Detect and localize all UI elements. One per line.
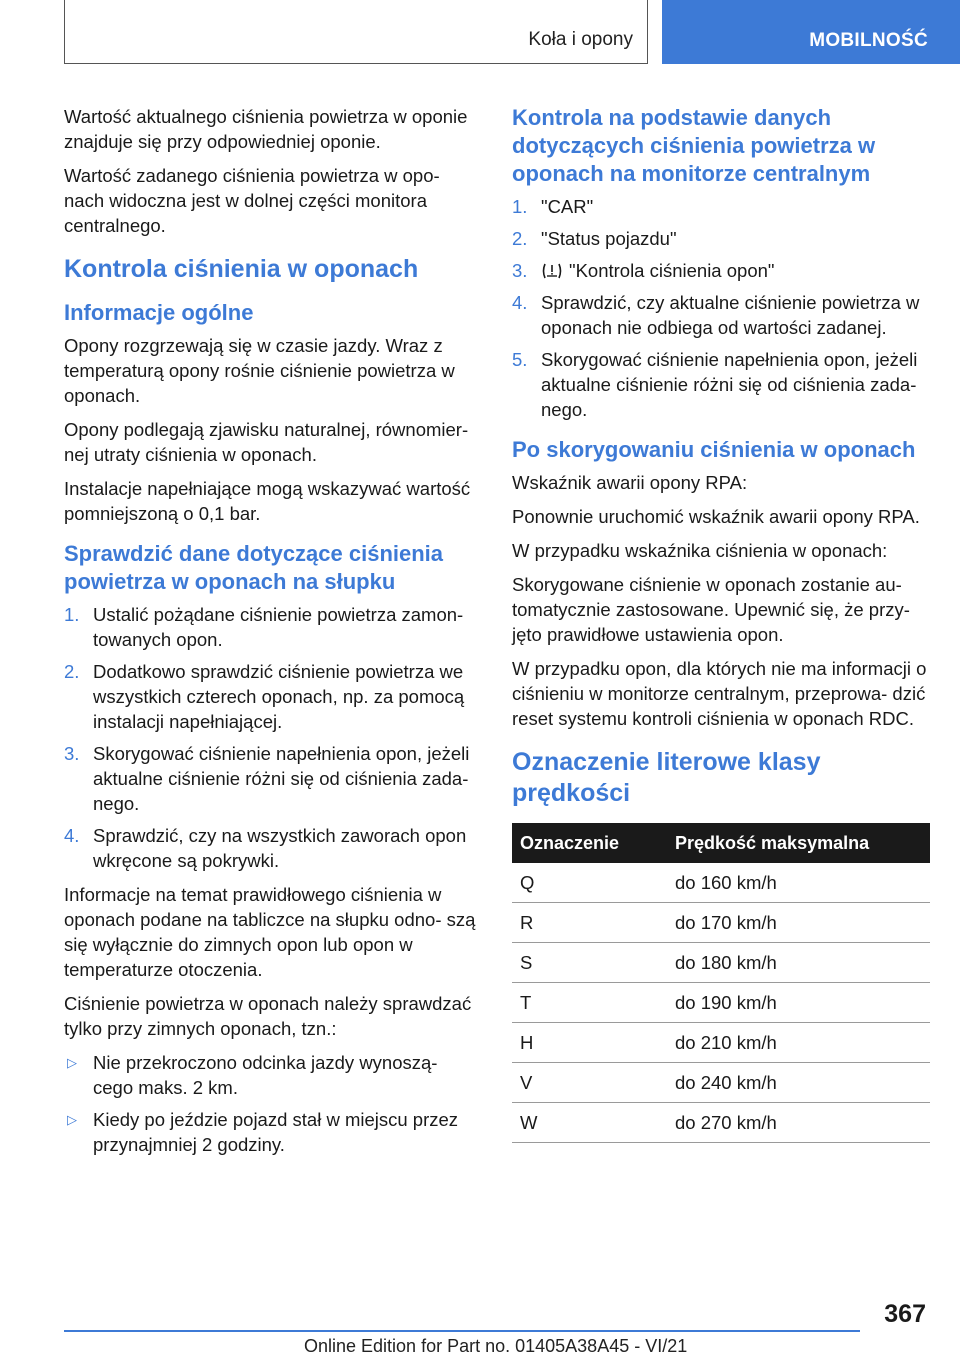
- right-column: [512, 104, 930, 1143]
- list-item: 3. Skorygować ciśnienie napełnienia opon, jeżeli aktualne ciśnienie różni się od ciśnienia zada‐ nego.: [64, 743, 470, 814]
- heading-general-info: Informacje ogólne: [64, 300, 254, 325]
- list-item: ▷ Kiedy po jeździe pojazd stał w miejscu przez przynajmniej 2 godziny.: [67, 1109, 459, 1155]
- cold-tire-conditions-list: [64, 1050, 482, 1157]
- heading-monitor-check: Kontrola na podstawie danych dotyczących ciśnienia powietrza w oponach na monitorze centralnym: [512, 105, 876, 186]
- list-item: 4. Sprawdzić, czy na wszystkich zaworach opon wkręcone są pokrywki.: [64, 825, 467, 871]
- list-item: ▷ Nie przekroczono odcinka jazdy wynoszą‐ cego maks. 2 km.: [67, 1052, 438, 1098]
- table-header-row: [512, 823, 930, 863]
- paragraph: W przypadku wskaźnika ciśnienia w oponach:: [512, 540, 888, 561]
- list-item: 5. Skorygować ciśnienie napełnienia opon, jeżeli aktualne ciśnienie różni się od ciśnienia zada‐ nego.: [512, 349, 918, 420]
- footer-edition-text: Online Edition for Part no. 01405A38A45 - VI/21: [304, 1336, 688, 1356]
- speed-rating-table: [512, 823, 930, 1143]
- table-row: Q do 160 km/h: [512, 863, 930, 903]
- column-header: Prędkość maksymalna: [665, 823, 930, 863]
- header-section-tab: [64, 0, 648, 64]
- heading-after-correction: Po skorygowaniu ciśnienia w oponach: [512, 437, 916, 462]
- paragraph: Opony rozgrzewają się w czasie jazdy. Wraz z temperaturą opony rośnie ciśnienie powietrza w oponach.: [64, 335, 455, 406]
- table-row: W do 270 km/h: [512, 1103, 930, 1143]
- list-item: 3. "Kontrola ciśnienia opon": [512, 260, 775, 281]
- list-item: 4. Sprawdzić, czy aktualne ciśnienie powietrza w oponach nie odbiega od wartości zadanej.: [512, 292, 920, 338]
- paragraph: Informacje na temat prawidłowego ciśnienia w oponach podane na tabliczce na słupku odno‐ szą się wyłącznie do zimnych opon lub opon w temperaturze otoczenia.: [64, 884, 476, 980]
- paragraph: Skorygowane ciśnienie w oponach zostanie au‐ tomatycznie zastosowane. Upewnić się, że przy‐ jęto prawidłowe ustawienia opon.: [512, 574, 910, 645]
- table-row: S do 180 km/h: [512, 943, 930, 983]
- chapter-title: MOBILNOŚĆ: [809, 30, 928, 51]
- list-item: 1. "CAR": [512, 196, 594, 217]
- paragraph: Instalacje napełniające mogą wskazywać wartość pomniejszoną o 0,1 bar.: [64, 478, 471, 524]
- paragraph: Ciśnienie powietrza w oponach należy sprawdzać tylko przy zimnych oponach, tzn.:: [64, 993, 472, 1039]
- paragraph: Opony podlegają zjawisku naturalnej, równomier‐ nej utraty ciśnienia w oponach.: [64, 419, 469, 465]
- bullet-triangle-icon: ▷: [67, 1112, 77, 1127]
- list-item: 2. Dodatkowo sprawdzić ciśnienie powietrza we wszystkich czterech oponach, np. za pomocą instalacji napełniającej.: [64, 661, 465, 732]
- table-row: H do 210 km/h: [512, 1023, 930, 1063]
- monitor-steps-list: [512, 194, 930, 422]
- page-number: 367: [884, 1300, 926, 1328]
- section-title: Koła i opony: [528, 29, 633, 50]
- table-row: V do 240 km/h: [512, 1063, 930, 1103]
- table-row: T do 190 km/h: [512, 983, 930, 1023]
- paragraph: Ponownie uruchomić wskaźnik awarii opony RPA.: [512, 506, 920, 527]
- header-chapter-tab: [662, 0, 960, 64]
- footer-divider: [64, 1330, 860, 1332]
- bullet-triangle-icon: ▷: [67, 1055, 77, 1070]
- tire-pressure-warning-icon: [541, 262, 563, 280]
- pillar-steps-list: [64, 602, 482, 873]
- left-column: [64, 104, 482, 1166]
- paragraph: Wartość zadanego ciśnienia powietrza w opo‐ nach widoczna jest w dolnej części monitora centralnego.: [64, 165, 440, 236]
- heading-speed-rating: Oznaczenie literowe klasy prędkości: [512, 748, 821, 807]
- heading-tire-pressure-control: Kontrola ciśnienia w oponach: [64, 255, 419, 283]
- list-item: 1. Ustalić pożądane ciśnienie powietrza zamon‐ towanych opon.: [64, 604, 464, 650]
- paragraph: W przypadku opon, dla których nie ma informacji o ciśnieniu w monitorze centralnym, przeprowa‐ dzić reset systemu kontroli ciśnienia w oponach RDC.: [512, 658, 927, 729]
- list-item: 2. "Status pojazdu": [512, 228, 677, 249]
- table-row: R do 170 km/h: [512, 903, 930, 943]
- paragraph: Wskaźnik awarii opony RPA:: [512, 472, 748, 493]
- heading-pillar-data: Sprawdzić dane dotyczące ciśnienia powietrza w oponach na słupku: [64, 541, 444, 594]
- column-header: Oznaczenie: [512, 823, 665, 863]
- paragraph: Wartość aktualnego ciśnienia powietrza w oponie znajduje się przy odpowiedniej oponie.: [64, 106, 468, 152]
